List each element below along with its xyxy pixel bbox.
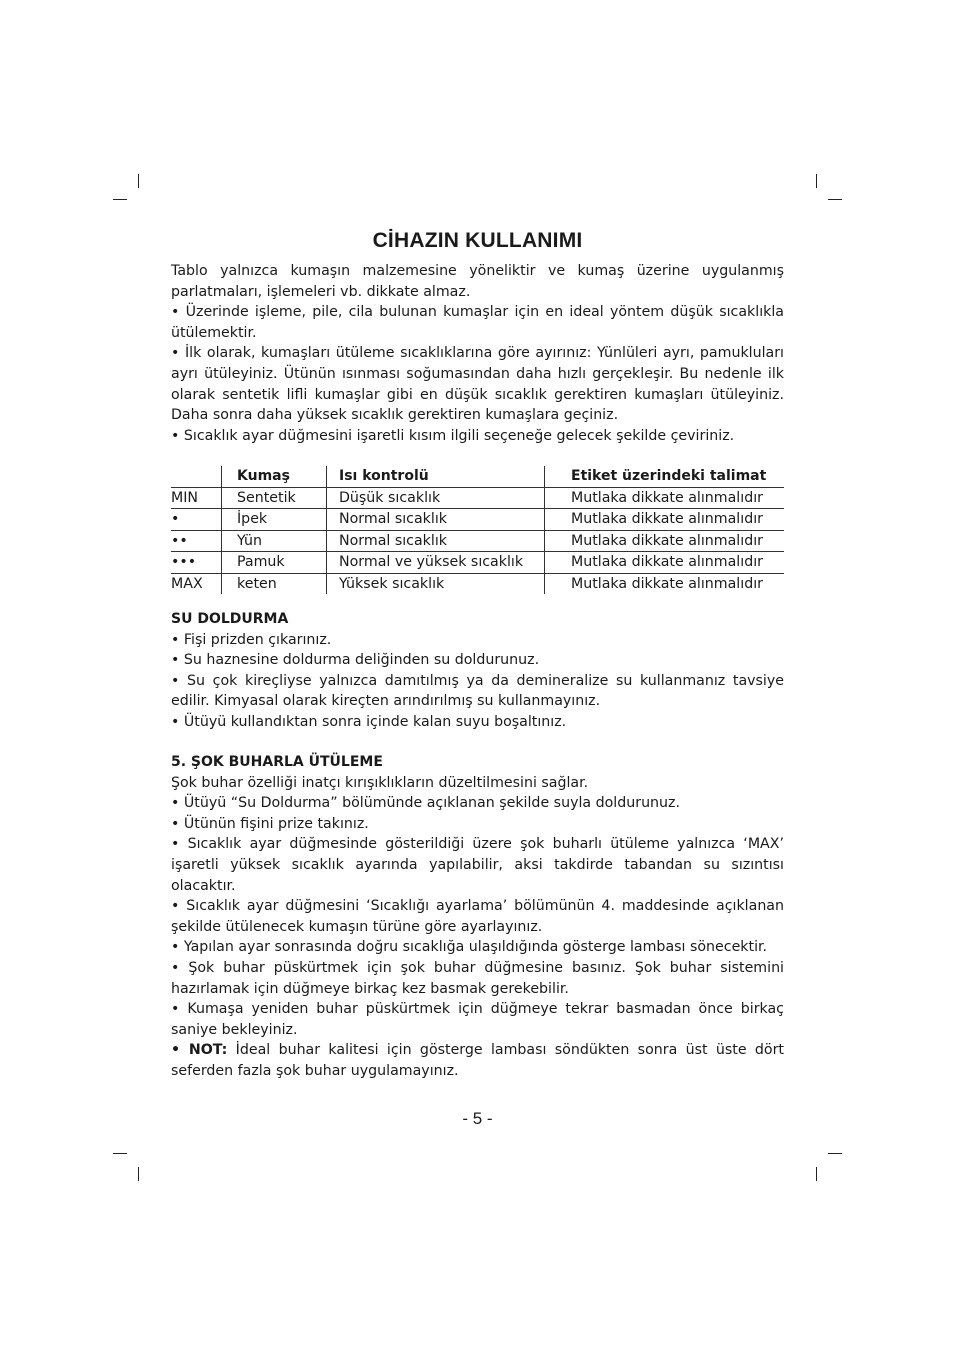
crop-mark [138,1167,139,1181]
table-cell: MIN [171,487,222,509]
table-row [171,552,784,574]
list-item: • Sıcaklık ayar düğmesini ‘Sıcaklığı ayarlama’ bölümünün 4. maddesinde açıklanan şekilde ütülenecek kumaşın türüne göre ayarlayınız. [171,898,784,935]
table-cell: Normal sıcaklık [327,530,545,552]
table-header [171,466,222,487]
note-text: İdeal buhar kalitesi için gösterge lambası söndükten sonra üst üste dört seferden fazla şok buhar uygulamayınız. [171,1042,784,1079]
table-cell: Sentetik [222,487,327,509]
table-cell: MAX [171,573,222,594]
section-title: 5. ŞOK BUHARLA ÜTÜLEME [171,754,383,770]
table-cell: Yüksek sıcaklık [327,573,545,594]
crop-mark [828,199,842,200]
page-number: - 5 - [462,1109,493,1128]
crop-mark [113,199,127,200]
table-header-row [171,466,784,487]
table-header: Etiket üzerindeki talimat [545,466,785,487]
table-cell: Mutlaka dikkate alınmalıdır [545,530,785,552]
list-item: • Yapılan ayar sonrasında doğru sıcaklığa ulaşıldığında gösterge lambası sönecektir. [171,939,768,956]
crop-mark [828,1153,842,1154]
table-cell: İpek [222,509,327,531]
table-header: Isı kontrolü [327,466,545,487]
table-cell: Mutlaka dikkate alınmalıdır [545,573,785,594]
list-item: • Fişi prizden çıkarınız. [171,631,332,648]
table-header: Kumaş [222,466,327,487]
table-cell: Mutlaka dikkate alınmalıdır [545,509,785,531]
table-cell: Mutlaka dikkate alınmalıdır [545,487,785,509]
list-item: • Ütüyü kullandıktan sonra içinde kalan suyu boşaltınız. [171,713,567,730]
paragraph: • Sıcaklık ayar düğmesini işaretli kısım ilgili seçeneğe gelecek şekilde çeviriniz. [171,427,735,444]
table-row [171,530,784,552]
list-item: • Kumaşa yeniden buhar püskürtmek için düğmeye tekrar basmadan önce birkaç saniye bekleyiniz. [171,1001,784,1038]
note [171,1040,784,1081]
table-cell: Normal ve yüksek sıcaklık [327,552,545,574]
table-row [171,487,784,509]
steam-section [171,752,784,1082]
list-item: • Su haznesine doldurma deliğinden su doldurunuz. [171,652,540,669]
table-row [171,573,784,594]
crop-mark [138,174,139,188]
table-cell: Mutlaka dikkate alınmalıdır [545,552,785,574]
list-item: • Ütüyü “Su Doldurma” bölümünde açıklanan şekilde suyla doldurunuz. [171,795,680,812]
fabric-table [171,466,784,594]
table-row [171,509,784,531]
paragraph: • Üzerinde işleme, pile, cila bulunan kumaşlar için en ideal yöntem düşük sıcaklıkla ütülemektir. [171,304,784,341]
list-item: • Şok buhar püskürtmek için şok buhar düğmesine basınız. Şok buhar sistemini hazırlamak için düğmeye birkaç kez basmak gerekebilir. [171,959,784,997]
crop-mark [816,1167,817,1181]
paragraph: Tablo yalnızca kumaşın malzemesine yöneliktir ve kumaş üzerine uygulanmış parlatmaları, işlemeleri vb. dikkate almaz. [171,263,784,300]
table-cell: • [171,509,222,531]
table-cell: Pamuk [222,552,327,574]
crop-mark [113,1153,127,1154]
list-item: Şok buhar özelliği inatçı kırışıklıkların düzeltilmesini sağlar. [171,774,589,791]
page-title: CİHAZIN KULLANIMI [372,229,583,252]
section-title: SU DOLDURMA [171,611,289,627]
table-cell: Normal sıcaklık [327,509,545,531]
list-item: • Su çok kireçliyse yalnızca damıtılmış ya da demineralize su kullanmanız tavsiye edilir. Kimyasal olarak kireçten arındırılmış su kullanmayınız. [171,672,784,710]
table-cell: •• [171,530,222,552]
list-item: • Ütünün fişini prize takınız. [171,815,369,832]
note-label: • NOT: [171,1042,228,1059]
water-section [171,609,784,733]
table-cell: ••• [171,552,222,574]
paragraph: • İlk olarak, kumaşları ütüleme sıcaklıklarına göre ayırınız: Yünlüleri ayrı, pamukluları ayrı ütüleyiniz. Ütünün ısınması soğumasından daha hızlı gerçekleşir. Bu nedenle ilk olarak sentetik lifli kumaşlar gibi en düşük sıcaklık gerektiren kumaşları ütüleyiniz. Daha sonra daha yüksek sıcaklık gerektiren kumaşlara geçiniz. [171,345,784,424]
table-cell: Düşük sıcaklık [327,487,545,509]
table-cell: Yün [222,530,327,552]
table-cell: keten [222,573,327,594]
list-item: • Sıcaklık ayar düğmesinde gösterildiği üzere şok buharlı ütüleme yalnızca ‘MAX’ işaretli yüksek sıcaklık ayarında yapılabilir, aksi takdirde tabandan su sızıntısı olacaktır. [171,836,784,894]
crop-mark [816,174,817,188]
intro-section [171,261,784,446]
